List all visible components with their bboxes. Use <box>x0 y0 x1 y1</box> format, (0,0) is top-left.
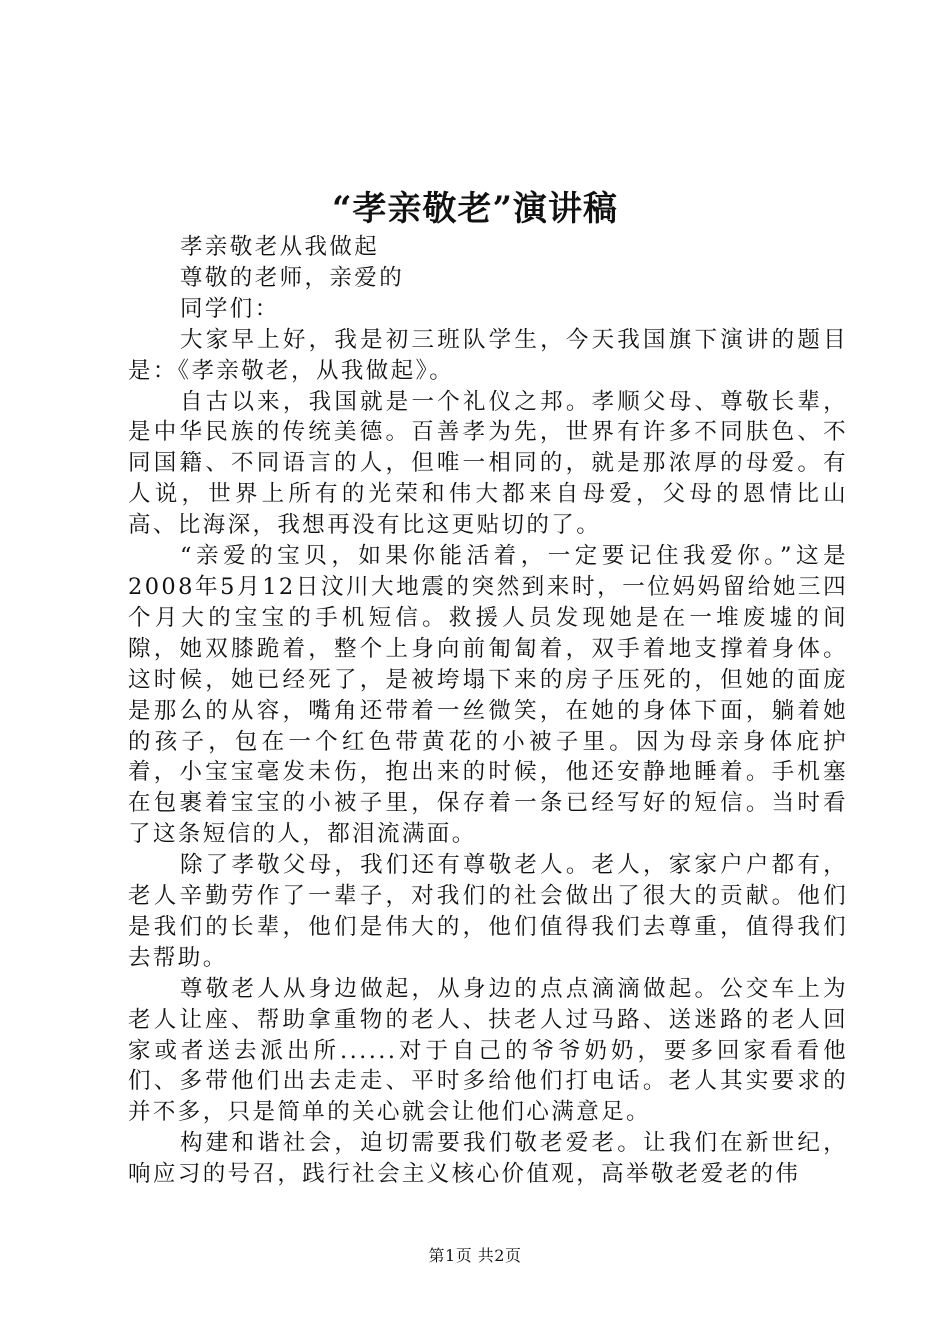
paragraph-daily-actions: 尊敬老人从身边做起，从身边的点点滴滴做起。公交车上为老人让座、帮助拿重物的老人、扶老人过马路、送迷路的老人回家或者送去派出所......对于自己的爷爷奶奶，要多回家看看他们、多带他们出去走走、平时多给他们打电话。老人其实要求的并不多，只是简单的关心就会让他们心满意足。 <box>128 975 848 1126</box>
paragraph-harmonious-society: 构建和谐社会，迫切需要我们敬老爱老。让我们在新世纪，响应习的号召，践行社会主义核心价值观，高举敬老爱老的伟 <box>128 1130 848 1188</box>
paragraph-respect-elders: 除了孝敬父母，我们还有尊敬老人。老人，家家户户都有，老人辛勤劳作了一辈子，对我们的社会做出了很大的贡献。他们是我们的长辈，他们是伟大的，他们值得我们去尊重，值得我们去帮助。 <box>128 852 848 971</box>
paragraph-subtitle: 孝亲敬老从我做起 <box>180 234 380 260</box>
paragraph-salutation-1: 尊敬的老师，亲爱的 <box>180 264 405 291</box>
paragraph-greeting: 大家早上好，我是初三班队学生，今天我国旗下演讲的题目是：《孝亲敬老，从我做起》。 <box>128 326 848 384</box>
document-body <box>128 232 848 1190</box>
page-footer: 第1页 共2页 <box>428 1246 522 1265</box>
paragraph-earthquake-story: “亲爱的宝贝，如果你能活着，一定要记住我爱你。”这是2008年5月12日汶川大地震的突然到来时，一位妈妈留给她三四个月大的宝宝的手机短信。救援人员发现她是在一堆废墟的间隙，她双膝跪着，整个上身向前匍匐着，双手着地支撑着身体。这时候，她已经死了，是被垮塌下来的房子压死的，但她的面庞是那么的从容，嘴角还带着一丝微笑，在她的身体下面，躺着她的孩子，包在一个红色带黄花的小被子里。因为母亲身体庇护着，小宝宝毫发未伤，抱出来的时候，他还安静地睡着。手机塞在包裹着宝宝的小被子里，保存着一条已经写好的短信。当时看了这条短信的人，都泪流满面。 <box>128 543 848 848</box>
paragraph-tradition: 自古以来，我国就是一个礼仪之邦。孝顺父母、尊敬长辈，是中华民族的传统美德。百善孝为先，世界有许多不同肤色、不同国籍、不同语言的人，但唯一相同的，就是那浓厚的母爱。有人说，世界上所有的光荣和伟大都来自母爱，父母的恩情比山高、比海深，我想再没有比这更贴切的了。 <box>128 388 848 539</box>
paragraph-salutation-2: 同学们： <box>180 295 280 322</box>
document-title: “孝亲敬老”演讲稿 <box>331 189 619 229</box>
